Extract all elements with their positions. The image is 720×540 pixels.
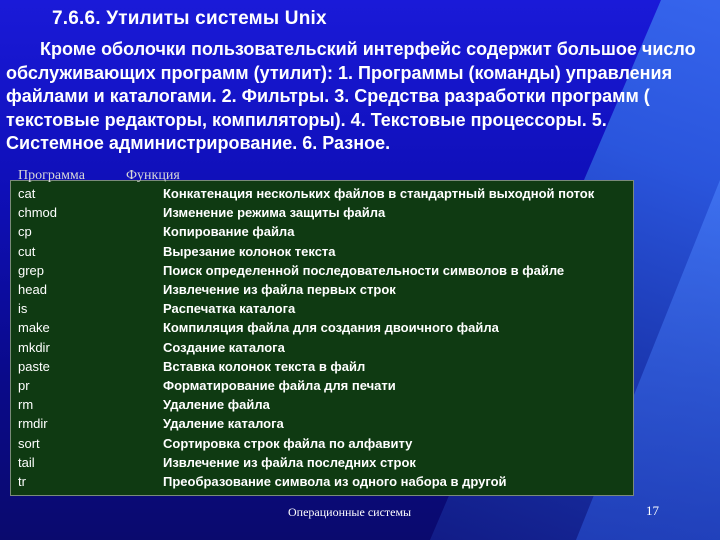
command-name: is: [18, 301, 28, 317]
command-name: cut: [18, 243, 36, 259]
command-description: Извлечение из файла последних строк: [163, 454, 416, 470]
command-name: sort: [18, 435, 40, 451]
command-description: Поиск определенной последовательности символов в файле: [163, 262, 565, 278]
table-row: [0, 301, 720, 320]
command-name: rmdir: [18, 416, 48, 432]
column-header-program: Программа: [18, 168, 85, 183]
command-name: rm: [18, 397, 34, 413]
command-description: Извлечение из файла первых строк: [163, 282, 396, 297]
table-row: [0, 186, 720, 205]
column-header-function: Функция: [126, 168, 180, 183]
command-description: Копирование файла: [163, 224, 295, 240]
table-row: [0, 359, 720, 378]
command-name: cat: [18, 186, 36, 201]
command-description: Удаление файла: [163, 397, 270, 413]
command-description: Распечатка каталога: [163, 301, 296, 317]
command-name: pr: [18, 378, 30, 393]
table-row: [0, 320, 720, 339]
command-name: cp: [18, 224, 32, 240]
table-row: [0, 397, 720, 416]
table-row: [0, 378, 720, 397]
table-row: [0, 205, 720, 224]
footer-text: Операционные системы: [288, 505, 412, 519]
command-name: mkdir: [18, 339, 50, 355]
table-row: [0, 455, 720, 474]
table-row: [0, 224, 720, 243]
table-row: [0, 340, 720, 359]
command-name: tail: [18, 454, 35, 470]
table-row: [0, 474, 720, 493]
command-description: Вставка колонок текста в файл: [163, 358, 366, 374]
command-description: Изменение режима защиты файла: [163, 205, 386, 221]
intro-paragraph: Кроме оболочки пользовательский интерфейс содержит большое число обслуживающих программ (утилит): 1. Программы (команды) управления файлами и каталогами. 2. Фильтры. 3. Средства разработки программ ( текстовые редакторы, компиляторы). 4. Текстовые процессоры. 5. Системное администрирование. 6. Разное.: [6, 39, 696, 153]
command-description: Преобразование символа из одного набора в другой: [163, 474, 507, 489]
command-name: tr: [18, 474, 26, 489]
command-name: head: [18, 282, 47, 297]
table-row: [0, 416, 720, 435]
command-description: Форматирование файла для печати: [163, 378, 396, 393]
table-row: [0, 436, 720, 455]
table-row: [0, 263, 720, 282]
table-row: [0, 282, 720, 301]
command-name: grep: [18, 262, 45, 278]
command-name: make: [18, 320, 50, 336]
slide-title: 7.6.6. Утилиты системы Unix: [52, 8, 327, 29]
command-description: Вырезание колонок текста: [163, 243, 336, 259]
command-description: Компиляция файла для создания двоичного файла: [163, 320, 499, 336]
command-description: Конкатенация нескольких файлов в стандартный выходной поток: [163, 186, 595, 201]
page-number: 17: [646, 503, 659, 518]
command-name: chmod: [18, 205, 58, 221]
command-description: Сортировка строк файла по алфавиту: [163, 435, 413, 451]
command-description: Удаление каталога: [163, 416, 284, 432]
table-row: [0, 244, 720, 263]
command-name: paste: [18, 358, 50, 374]
command-description: Создание каталога: [163, 339, 285, 355]
